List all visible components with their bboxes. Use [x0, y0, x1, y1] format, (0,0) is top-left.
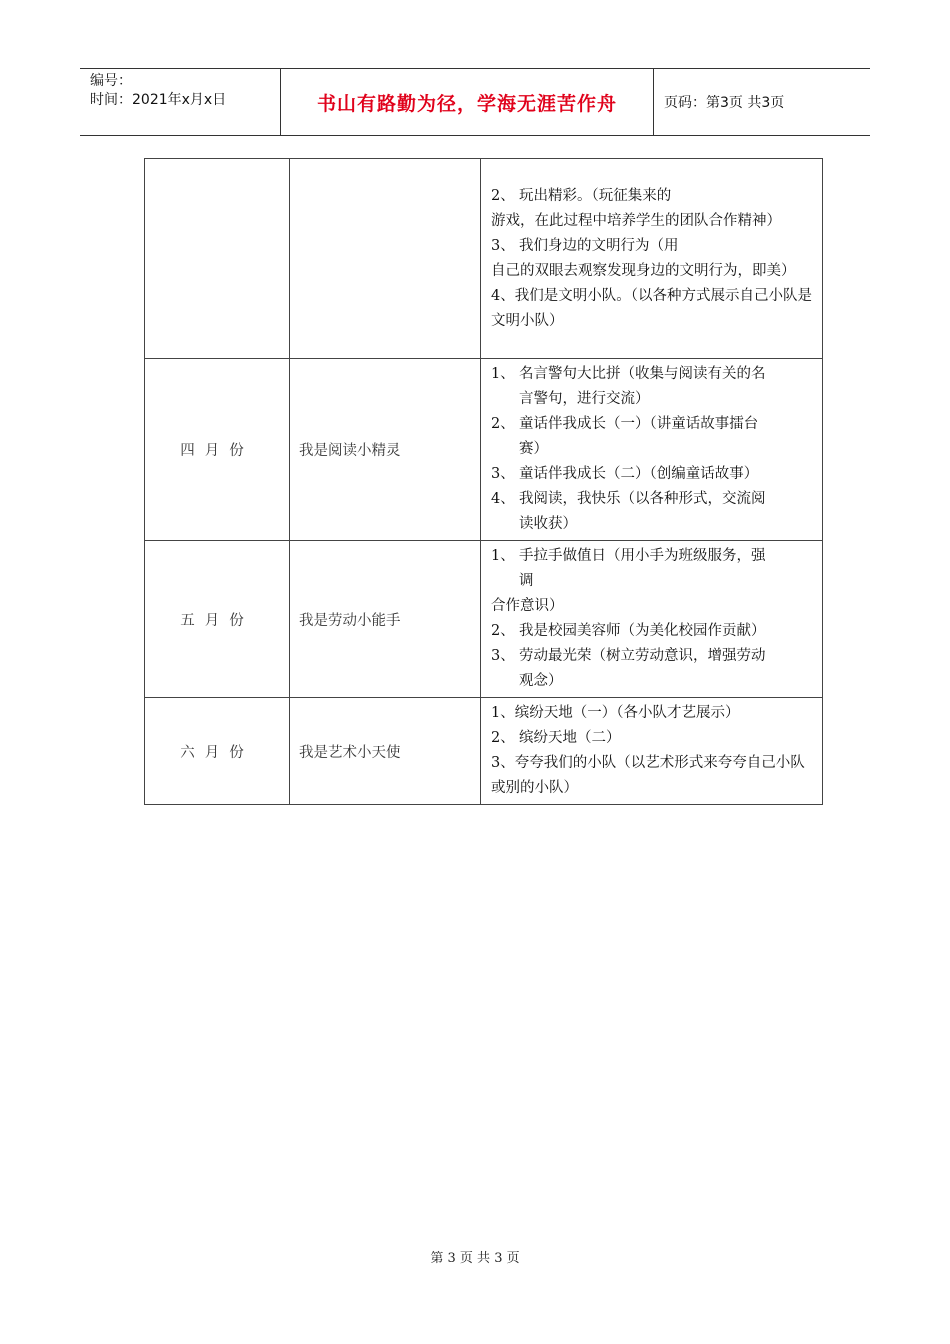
theme-cell: 我是劳动小能手 — [290, 541, 481, 698]
activity-item-cont: 调 — [519, 573, 534, 589]
theme-cell: 我是艺术小天使 — [290, 698, 481, 805]
month-cell: 五月份 — [145, 541, 290, 698]
activity-plan-table — [144, 158, 823, 805]
table-row — [145, 159, 823, 359]
activity-item: 1、缤纷天地（一）（各小队才艺展示） — [491, 705, 740, 721]
activity-item-cont: 言警句，进行交流） — [519, 391, 650, 407]
header-meta — [80, 69, 281, 135]
activities-cell — [481, 159, 823, 359]
activity-item: 2、 缤纷天地（二） — [491, 730, 621, 746]
activity-item: 3、 童话伴我成长（二）（创编童话故事） — [491, 466, 759, 482]
page-footer: 第 3 页 共 3 页 — [430, 1251, 520, 1266]
month-cell: 四月份 — [145, 359, 290, 541]
activity-item: 2、 童话伴我成长（一）（讲童话故事擂台 — [491, 416, 759, 432]
time-label: 时间：2021年x月x日 — [90, 92, 227, 108]
activity-item: 3、 我们身边的文明行为（用 — [491, 237, 679, 254]
activity-item: 1、 名言警句大比拼（收集与阅读有关的名 — [491, 366, 766, 382]
activities-cell — [481, 698, 823, 805]
theme-cell — [290, 159, 481, 359]
header-motto: 书山有路勤为径，学海无涯苦作舟 — [281, 69, 654, 135]
activity-item: 2、 玩出精彩。（玩征集来的 — [491, 187, 672, 204]
activity-item-cont: 合作意识） — [491, 598, 564, 614]
activity-item: 2、 我是校园美容师（为美化校园作贡献） — [491, 623, 766, 639]
activity-item-cont: 游戏，在此过程中培养学生的团队合作精神） — [491, 212, 781, 229]
activities-cell — [481, 359, 823, 541]
activity-item-cont: 读收获） — [519, 516, 577, 532]
table-row — [145, 698, 823, 805]
activity-item: 3、夸夸我们的小队（以艺术形式来夸夸自己小队或别的小队） — [491, 755, 805, 796]
activities-cell — [481, 541, 823, 698]
activity-item: 4、我们是文明小队。（以各种方式展示自己小队是文明小队） — [491, 287, 812, 329]
table-row — [145, 541, 823, 698]
activity-item: 1、 手拉手做值日（用小手为班级服务，强 — [491, 548, 766, 564]
activity-item-cont: 观念） — [519, 673, 563, 689]
header-page-label: 页码：第3页 共3页 — [664, 95, 785, 111]
month-cell: 六月份 — [145, 698, 290, 805]
month-cell — [145, 159, 290, 359]
theme-cell: 我是阅读小精灵 — [290, 359, 481, 541]
activity-item-cont: 赛） — [519, 441, 548, 457]
number-label: 编号： — [90, 73, 132, 89]
activity-item: 4、 我阅读，我快乐（以各种形式，交流阅 — [491, 491, 766, 507]
activity-item-cont: 自己的双眼去观察发现身边的文明行为，即美） — [491, 262, 796, 279]
page-header — [80, 68, 870, 136]
activity-item: 3、 劳动最光荣（树立劳动意识，增强劳动 — [491, 648, 766, 664]
table-row — [145, 359, 823, 541]
